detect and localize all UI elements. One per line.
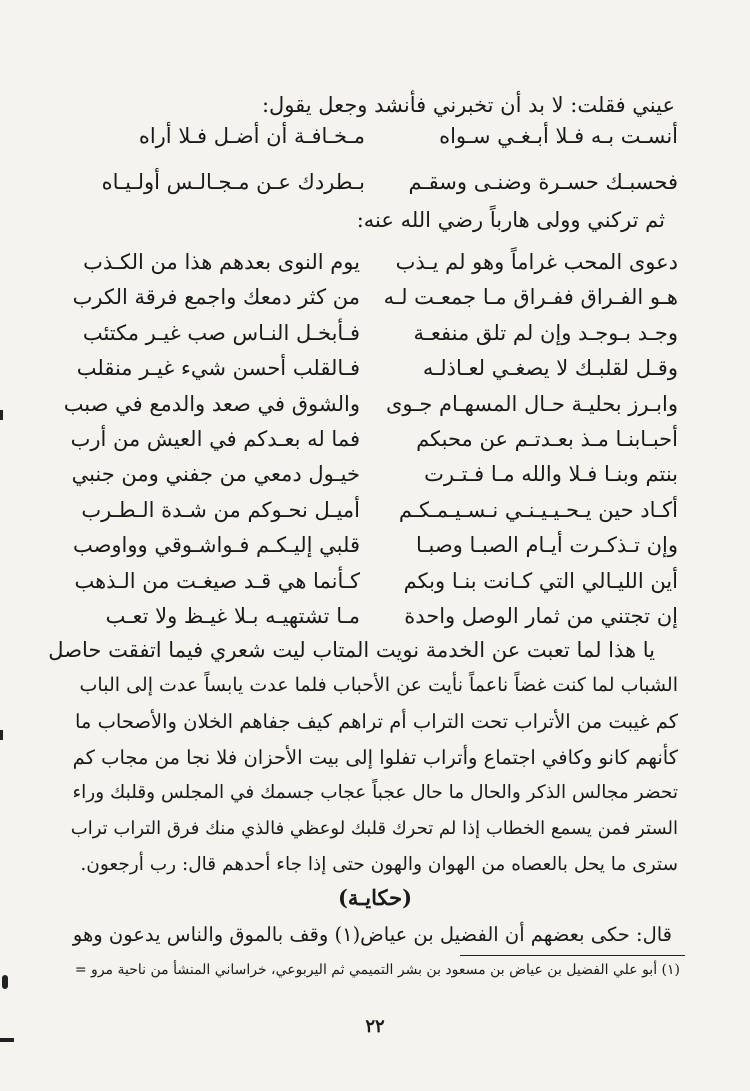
verse-second-hemistich: يوم النوى بعدهم هذا من الكـذب xyxy=(83,250,360,274)
prose-line: عيني فقلت: لا بد أن تخبرني فأنشد وجعل يقول: xyxy=(261,93,675,117)
footnote: (١) أبو علي الفضيل بن عياض بن مسعود بن بشر التميمي ثم اليربوعي، خراساني المنشأ من ناحية مرو = xyxy=(74,962,680,978)
verse-second-hemistich: مـخـافـة أن أضـل فـلا أراه xyxy=(138,124,365,148)
scan-edge-mark xyxy=(0,410,3,420)
verse-first-hemistich: بنتم وبنـا فـلا والله مـا فـتـرت xyxy=(424,462,678,487)
prose-line: سترى ما يحل بالعصاه من الهوان والهون حتى إذا جاء أحدهم قال: رب أرجعون. xyxy=(80,854,678,875)
verse-first-hemistich: وإن تـذكـرت أيـام الصبـا وصبـا xyxy=(415,533,678,558)
verse-first-hemistich: فحسبـك حسـرة وضنـى وسقـم xyxy=(408,170,678,194)
prose-line: كم غيبت من الأتراب تحت التراب أم تراهم كيف جفاهم الخلان والأصحاب ما xyxy=(74,710,678,733)
scan-edge-mark xyxy=(0,1038,14,1042)
verse-first-hemistich: أين الليـالي التي كـانت بنـا وبكم xyxy=(403,568,678,593)
verse-first-hemistich: أحبـابنـا مـذ بعـدتـم عن محبكم xyxy=(416,427,678,451)
verse-second-hemistich: خيـول دمعي من جفني ومن جنبي xyxy=(71,462,360,487)
verse-second-hemistich: أميـل نحـوكم من شـدة الـطـرب xyxy=(81,497,360,522)
scan-edge-mark xyxy=(0,730,3,740)
verse-second-hemistich: قلبي إليـكـم فـواشـوقي وواوصب xyxy=(72,533,360,558)
verse-second-hemistich: فـأبخـل النـاس صب غيـر مكتئب xyxy=(82,320,360,345)
prose-line: الستر فمن يسمع الخطاب إذا لم تحرك قلبك لوعظي فالذي منك فرق التراب تراب xyxy=(70,818,678,839)
prose-line: كأنهم كانو وكافي اجتماع وأتراب تفلوا إلى بيت الأحزان فلا نجا من مجاب كم xyxy=(72,746,678,769)
verse-first-hemistich: وقـل لقلبـك لا يصغـي لعـاذلـه xyxy=(422,356,678,381)
transition-line: ثم تركني وولى هارباً رضي الله عنه: xyxy=(356,208,665,232)
verse-first-hemistich: أكـاد حين يـحـيـيـنـي نـسـيـمـكـم xyxy=(398,497,678,522)
verse-second-hemistich: والشوق في صعد والدمع في صبب xyxy=(63,391,360,416)
scan-edge-mark xyxy=(2,975,8,989)
verse-second-hemistich: كـأنما هي قـد صيغـت من الـذهب xyxy=(74,568,360,593)
prose-line: تحضر مجالس الذكر والحال ما حال عجباً عجاب جسمك في المجلس وقلبك وراء xyxy=(72,782,678,803)
verse-second-hemistich: فما له بعـدكم في العيش من أرب xyxy=(70,427,360,451)
footnote-rule xyxy=(460,955,685,956)
verse-second-hemistich: مـا تشتهيـه بـلا غيـظ ولا تعـب xyxy=(105,604,360,628)
section-heading: (حكايـة) xyxy=(337,885,413,910)
page-number: ٢٢ xyxy=(365,1016,385,1037)
prose-line: الشباب لما كنت غضاً ناعماً نأيت عن الأحباب فلما عدت يابساً عدت إلى الباب xyxy=(79,674,678,696)
verse-first-hemistich: وابـرز بحليـة حـال المسهـام جـوى xyxy=(385,391,678,416)
verse-first-hemistich: هـو الفـراق ففـراق مـا جمعـت لـه xyxy=(383,285,678,310)
verse-second-hemistich: بـطردك عـن مـجـالـس أولـيـاه xyxy=(101,170,365,194)
verse-first-hemistich: أنسـت بـه فـلا أبـغـي سـواه xyxy=(439,124,678,148)
verse-first-hemistich: وجـد بـوجـد وإن لم تلق منفعـة xyxy=(413,320,678,345)
verse-second-hemistich: فـالقلب أحسن شيء غيـر منقلب xyxy=(76,356,360,381)
prose-line: قال: حكى بعضهم أن الفضيل بن عياض(١) وقف بالموق والناس يدعون وهو xyxy=(72,923,672,946)
verse-first-hemistich: إن تجتني من ثمار الوصل واحدة xyxy=(404,604,678,628)
verse-second-hemistich: من كثر دمعك واجمع فرقة الكرب xyxy=(72,285,360,310)
verse-first-hemistich: دعوى المحب غراماً وهو لم يـذب xyxy=(395,250,678,274)
prose-line: يا هذا لما تعبت عن الخدمة نويت المتاب ليت شعري فيما اتفقت حاصل xyxy=(48,638,655,662)
